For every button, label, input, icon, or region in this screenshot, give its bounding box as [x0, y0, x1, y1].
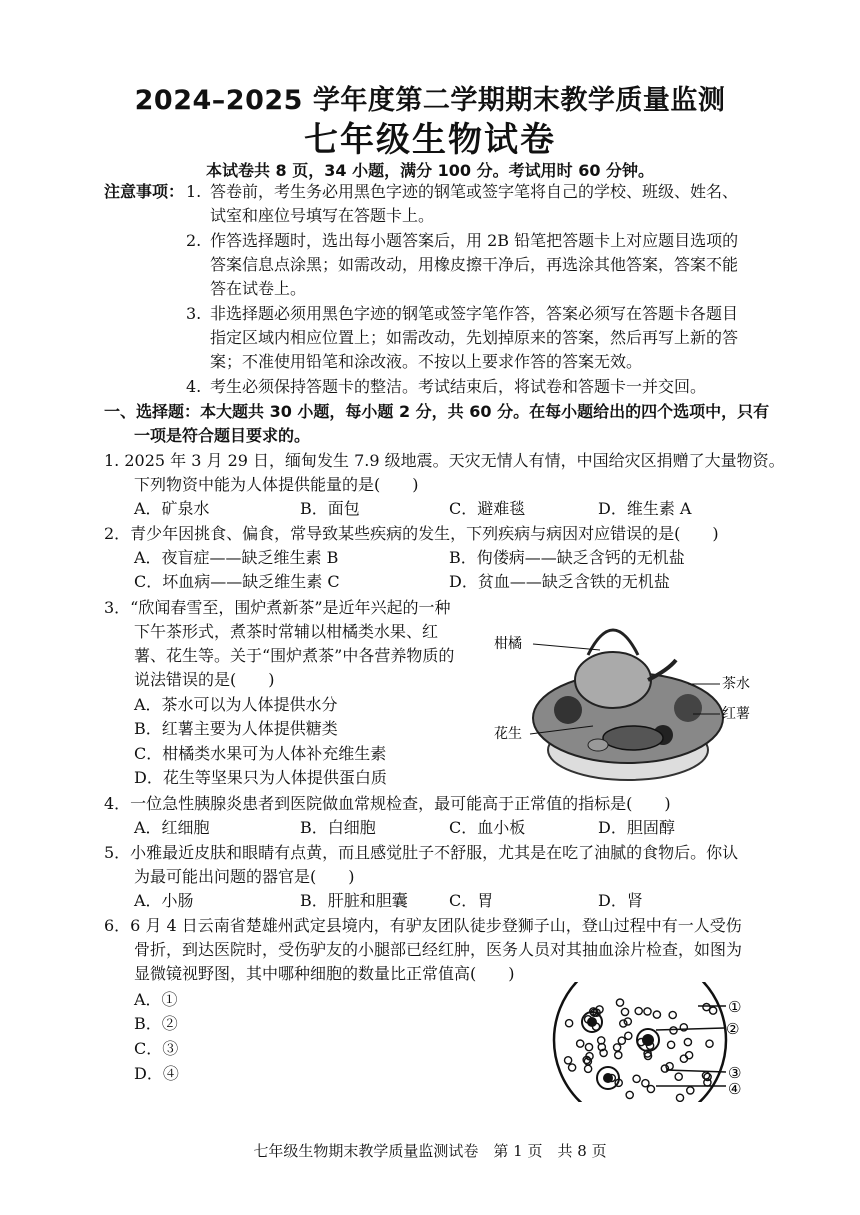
pointer-line-3 [666, 1070, 726, 1072]
fruit-shape [674, 694, 702, 722]
white-blood-cell-3-nucleus [603, 1073, 613, 1083]
notice-num-4: 4. [186, 377, 202, 396]
red-blood-cell [635, 1007, 642, 1014]
peanut-shape [588, 739, 608, 751]
q5-stem-line-2: 为最可能出问题的器官是( ) [134, 867, 355, 886]
q3-stem-line-3: 薯、花生等。关于“围炉煮茶”中各营养物质的 [134, 646, 455, 665]
notice-2-line-3: 答在试卷上。 [210, 279, 307, 298]
q1-option-b: B．面包 [300, 499, 360, 518]
field-label-1: ① [728, 998, 742, 1016]
q1-stem-line-2: 下列物资中能为人体提供能量的是( ) [134, 475, 419, 494]
red-blood-cell [569, 1064, 576, 1071]
red-blood-cell [653, 1011, 660, 1018]
notice-1-line-2: 试室和座位号填写在答题卡上。 [210, 206, 435, 225]
red-blood-cell [565, 1057, 572, 1064]
q6-option-b: B．② [134, 1014, 178, 1033]
red-blood-cell [647, 1085, 654, 1092]
label-tea: 茶水 [722, 676, 750, 692]
red-blood-cell [615, 1052, 622, 1059]
notice-3-line-3: 案；不准使用铅笔和涂改液。不按以上要求作答的答案无效。 [210, 352, 643, 371]
red-blood-cell [614, 1044, 621, 1051]
field-label-4: ④ [728, 1080, 742, 1098]
red-blood-cell [642, 1080, 649, 1087]
microscope-field-figure [548, 982, 748, 1102]
q2-option-d: D．贫血——缺乏含铁的无机盐 [449, 572, 670, 591]
red-blood-cell [618, 1037, 625, 1044]
red-blood-cell [626, 1091, 633, 1098]
q2-option-b: B．佝偻病——缺乏含钙的无机盐 [449, 548, 685, 567]
field-label-2: ② [726, 1020, 740, 1038]
pointer-line-2 [656, 1028, 724, 1030]
q5-option-b: B．肝脏和胆囊 [300, 891, 408, 910]
red-blood-cell [670, 1027, 677, 1034]
q4-option-b: B．白细胞 [300, 818, 376, 837]
notice-4-line-1: 考生必须保持答题卡的整洁。考试结束后，将试卷和答题卡一并交回。 [210, 377, 707, 396]
q2-option-a: A．夜盲症——缺乏维生素 B [134, 548, 339, 567]
q4-option-d: D．胆固醇 [598, 818, 675, 837]
red-blood-cell [706, 1040, 713, 1047]
exam-subtitle: 七年级生物试卷 [304, 120, 556, 160]
q6-stem-line-2: 骨折，到达医院时，受伤驴友的小腿部已经红肿，医务人员对其抽血涂片检查，如图为 [134, 940, 743, 959]
q5-option-a: A．小肠 [134, 891, 194, 910]
q6-stem-line-3: 显微镜视野图，其中哪种细胞的数量比正常值高( ) [134, 964, 515, 983]
q6-option-c: C．③ [134, 1039, 179, 1058]
white-blood-cell-2-nucleus [642, 1034, 654, 1046]
red-blood-cell [620, 1020, 627, 1027]
red-blood-cell [616, 999, 623, 1006]
q1-option-c: C．避难毯 [449, 499, 526, 518]
label-orange: 柑橘 [494, 636, 522, 652]
section1-line-2: 一项是符合题目要求的。 [134, 426, 311, 445]
notice-2-line-1: 作答选择题时，选出每小题答案后，用 2B 铅笔把答题卡上对应题目选项的 [210, 231, 739, 250]
teapot-body [575, 652, 651, 708]
red-blood-cell [577, 1040, 584, 1047]
notice-num-1: 1. [186, 182, 202, 201]
white-blood-cell-1-nucleus [587, 1017, 597, 1027]
red-blood-cell [625, 1032, 632, 1039]
notice-1-line-1: 答卷前，考生务必用黑色字迹的钢笔或签字笔将自己的学校、班级、姓名、 [210, 182, 739, 201]
red-blood-cell [687, 1087, 694, 1094]
exam-title: 2024–2025 学年度第二学期期末教学质量监测 [134, 85, 726, 116]
q3-option-a: A．茶水可以为人体提供水分 [134, 695, 338, 714]
q6-stem-line-1: 6．6 月 4 日云南省楚雄州武定县境内，有驴友团队徒步登狮子山，登山过程中有一人受伤 [104, 916, 742, 935]
notice-3-line-1: 非选择题必须用黑色字迹的钢笔或签字笔作答，答案必须写在答题卡各题目 [210, 304, 739, 323]
field-label-3: ③ [728, 1064, 742, 1082]
q3-option-d: D．花生等坚果只为人体提供蛋白质 [134, 768, 387, 787]
field-circle [554, 982, 726, 1102]
red-blood-cell [684, 1039, 691, 1046]
red-blood-cell [703, 1004, 710, 1011]
red-blood-cell [676, 1094, 683, 1101]
q5-option-d: D．肾 [598, 891, 643, 910]
q3-option-b: B．红薯主要为人体提供糖类 [134, 719, 338, 738]
red-blood-cell [585, 1044, 592, 1051]
q1-option-a: A．矿泉水 [134, 499, 210, 518]
notice-3-line-2: 指定区域内相应位置上；如需改动，先划掉原来的答案，然后再写上新的答 [210, 328, 739, 347]
notice-2-line-2: 答案信息点涂黑；如需改动，用橡皮擦干净后，再选涂其他答案，答案不能 [210, 255, 739, 274]
q1-stem-line-1: 1. 2025 年 3 月 29 日，缅甸发生 7.9 级地震。天灾无情人有情，中国给灾区捐赠了大量物资。 [104, 451, 785, 470]
q6-option-d: D．④ [134, 1064, 179, 1083]
q1-option-d: D．维生素 A [598, 499, 692, 518]
q3-stem-line-1: 3．“欣闻春雪至，围炉煮新茶”是近年兴起的一种 [104, 598, 451, 617]
red-blood-cell [621, 1008, 628, 1015]
page-footer: 七年级生物期末教学质量监测试卷 第 1 页 共 8 页 [253, 1142, 607, 1160]
q3-stem-line-2: 下午茶形式，煮茶时常辅以柑橘类水果、红 [134, 622, 439, 641]
q5-stem-line-1: 5．小雅最近皮肤和眼睛有点黄，而且感觉肚子不舒服，尤其是在吃了油腻的食物后。你认 [104, 843, 739, 862]
red-blood-cell [686, 1052, 693, 1059]
q2-option-c: C．坏血病——缺乏维生素 C [134, 572, 340, 591]
red-blood-cell [675, 1073, 682, 1080]
red-blood-cell [585, 1065, 592, 1072]
orange-shape [554, 696, 582, 724]
notice-num-3: 3. [186, 304, 202, 323]
label-peanut: 花生 [494, 726, 522, 742]
section1-line-1: 一、选择题：本大题共 30 小题，每小题 2 分，共 60 分。在每小题给出的四个选项中，只有 [104, 402, 770, 421]
q3-option-c: C．柑橘类水果可为人体补充维生素 [134, 744, 387, 763]
notice-label: 注意事项： [104, 182, 185, 201]
red-blood-cell [566, 1020, 573, 1027]
red-blood-cell [668, 1041, 675, 1048]
red-blood-cell [669, 1011, 676, 1018]
q6-option-a: A．① [134, 990, 178, 1009]
notice-num-2: 2. [186, 231, 202, 250]
q3-stem-line-4: 说法错误的是( ) [134, 670, 275, 689]
q4-stem-line-1: 4．一位急性胰腺炎患者到医院做血常规检查，最可能高于正常值的指标是( ) [104, 794, 671, 813]
q2-stem-line-1: 2．青少年因挑食、偏食，常导致某些疾病的发生，下列疾病与病因对应错误的是( ) [104, 524, 719, 543]
q5-option-c: C．胃 [449, 891, 494, 910]
red-blood-cell [680, 1055, 687, 1062]
q4-option-c: C．血小板 [449, 818, 526, 837]
red-blood-cell [644, 1008, 651, 1015]
red-blood-cell [633, 1075, 640, 1082]
exam-meta: 本试卷共 8 页，34 小题，满分 100 分。考试用时 60 分钟。 [205, 161, 655, 180]
red-blood-cell [624, 1018, 631, 1025]
label-sweet-potato: 红薯 [722, 706, 750, 722]
q4-option-a: A．红细胞 [134, 818, 210, 837]
sweet-potato-shape [603, 726, 663, 750]
label-line-orange [533, 644, 600, 650]
tea-figure [488, 600, 758, 785]
